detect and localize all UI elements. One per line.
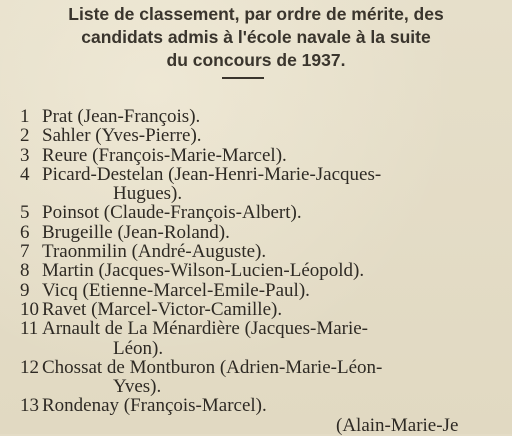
rank-number: 6 <box>20 221 30 243</box>
list-item <box>20 223 506 242</box>
candidate-name: Prat (Jean-François). <box>42 106 201 127</box>
list-item <box>20 281 506 300</box>
rank-number: 9 <box>20 279 30 301</box>
candidate-name: Rondenay (François-Marcel). <box>42 395 267 417</box>
rank-number: 12 <box>20 356 39 378</box>
list-item <box>20 242 506 261</box>
heading-line-1: Liste de classement, par ordre de mérite, des <box>68 4 444 24</box>
candidate-name: Sahler (Yves-Pierre). <box>42 125 202 147</box>
rank-number: 7 <box>20 241 30 263</box>
list-item <box>20 203 506 222</box>
candidate-list <box>20 106 506 436</box>
list-item <box>20 107 506 126</box>
rank-number: 2 <box>20 125 30 147</box>
rank-number: 8 <box>20 260 30 282</box>
list-item <box>20 358 506 377</box>
cropped-line <box>20 414 506 436</box>
list-item <box>20 146 506 165</box>
rank-number: 11 <box>20 318 39 340</box>
cropped-text: (Alain-Marie-Je <box>336 414 459 436</box>
candidate-name-continuation: Léon). <box>113 337 164 359</box>
candidate-name-continuation: Hugues). <box>113 183 183 205</box>
rank-number: 10 <box>20 298 39 320</box>
list-item <box>20 319 506 338</box>
candidate-name: Martin (Jacques-Wilson-Lucien-Léopold). <box>42 260 365 282</box>
candidate-name: Traonmilin (André-Auguste). <box>42 241 267 263</box>
heading-line-3: du concours de 1937. <box>166 50 346 70</box>
list-item <box>20 396 506 415</box>
candidate-name: Vicq (Etienne-Marcel-Emile-Paul). <box>42 279 310 301</box>
rank-number: 13 <box>20 395 39 417</box>
rank-number: 1 <box>20 106 30 127</box>
heading-divider <box>222 77 264 79</box>
list-item <box>20 261 506 280</box>
rank-number: 3 <box>20 144 30 166</box>
list-item <box>20 300 506 319</box>
heading-line-2: candidats admis à l'école navale à la suite <box>81 27 431 47</box>
rank-number: 5 <box>20 202 30 224</box>
candidate-name: Ravet (Marcel-Victor-Camille). <box>42 298 283 320</box>
candidate-name: Picard-Destelan (Jean-Henri-Marie-Jacques- <box>42 163 382 185</box>
candidate-name: Poinsot (Claude-François-Albert). <box>42 202 302 224</box>
candidate-name: Reure (François-Marie-Marcel). <box>42 144 287 166</box>
candidate-name: Brugeille (Jean-Roland). <box>42 221 230 243</box>
list-heading <box>0 3 512 72</box>
candidate-name: Arnault de La Ménardière (Jacques-Marie- <box>42 318 369 340</box>
candidate-name-continuation: Yves). <box>113 376 162 398</box>
rank-number: 4 <box>20 163 30 185</box>
list-item <box>20 126 506 145</box>
list-item <box>20 165 506 184</box>
candidate-name: Chossat de Montburon (Adrien-Marie-Léon- <box>42 356 383 378</box>
